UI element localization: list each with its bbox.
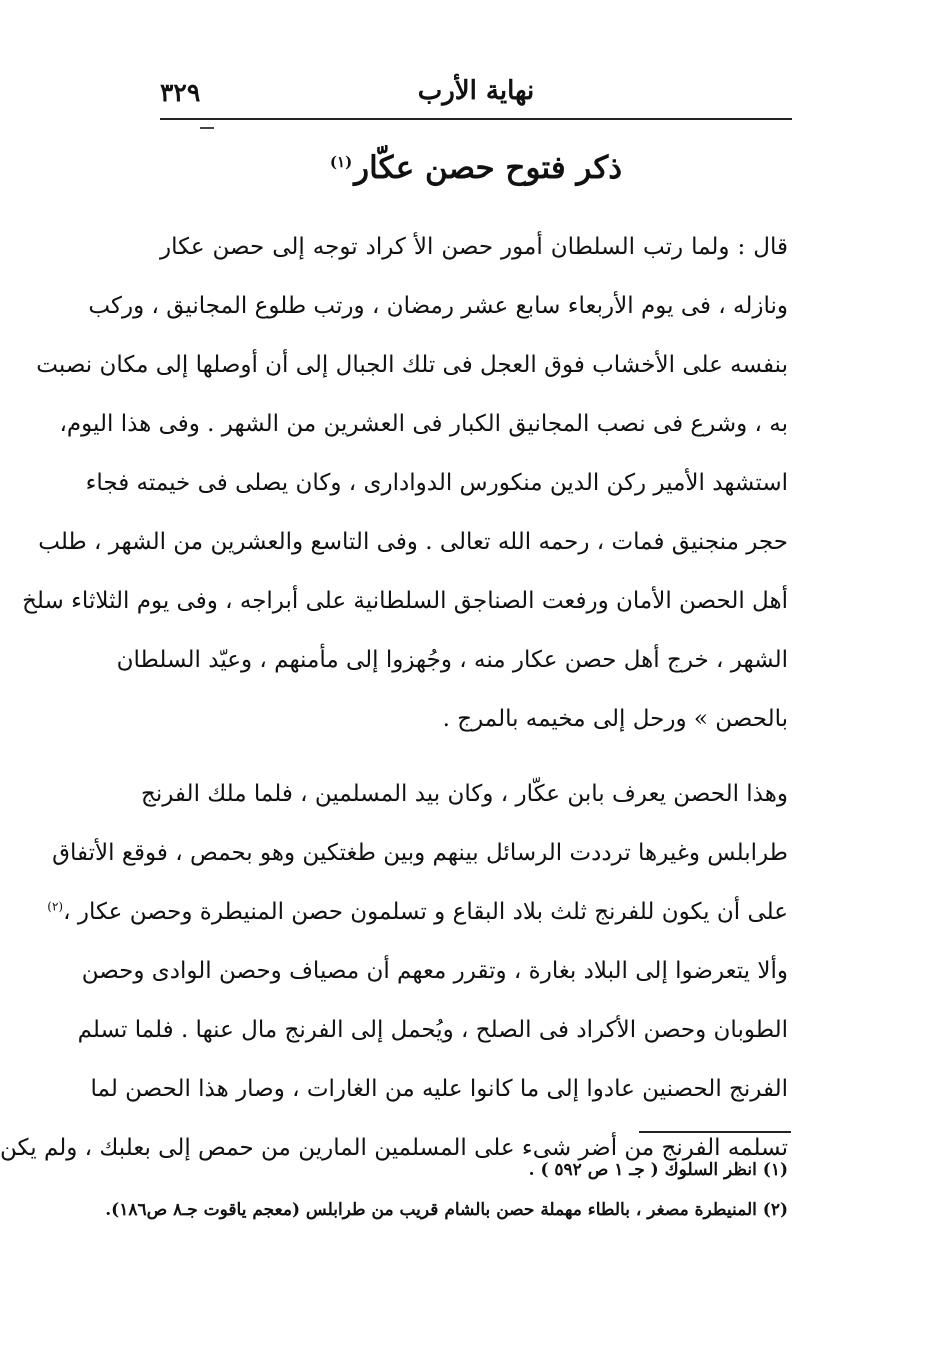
text-line: قال : ولما رتب السلطان أمور حصن الأ كراد توجه إلى حصن عكار (160, 234, 788, 260)
paragraph-gap (160, 749, 788, 765)
page-number: ٣٢٩ (160, 78, 201, 107)
footnotes (105, 1150, 788, 1230)
section-footnote-marker: (١) (329, 152, 353, 171)
paragraph (22, 218, 788, 749)
text-line: وألا يتعرضوا إلى البلاد بغارة ، وتقرر معهم أن مصياف وحصن الوادى وحصن (81, 958, 788, 984)
footnote: (٢) المنيطرة مصغر ، بالطاء مهملة حصن بالشام قريب من طرابلس (معجم ياقوت جـ٨ ص١٨٦). (105, 1200, 788, 1220)
section-title-text: ذكر فتوح حصن عكّار (354, 150, 623, 186)
page-header (160, 70, 792, 114)
text-line: حجر منجنيق فمات ، رحمه الله تعالى . وفى التاسع والعشرين من الشهر ، طلب (38, 529, 788, 555)
text-line: ونازله ، فى يوم الأربعاء سابع عشر رمضان ، ورتب طلوع المجانيق ، وركب (88, 293, 788, 319)
text-line: تسلمه الفرنج من أضر شىء على المسلمين المارين من حمص إلى بعلبك ، ولم يكن (0, 1135, 788, 1161)
text-line: بالحصن » ورحل إلى مخيمه بالمرج . (442, 706, 788, 732)
text-line-content: على أن يكون للفرنج ثلث بلاد البقاع و تسلمون حصن المنيطرة وحصن عكار ، (63, 899, 788, 925)
footnote-rule (639, 1131, 791, 1133)
section-title (160, 150, 792, 186)
running-title: نهاية الأرب (417, 76, 535, 106)
paragraph (0, 765, 788, 1178)
text-line: بنفسه على الأخشاب فوق العجل فى تلك الجبال إلى أن أوصلها إلى مكان نصبت (36, 352, 788, 378)
text-line: الشهر ، خرج أهل حصن عكار منه ، وجُهزوا إلى مأمنهم ، وعيّد السلطان (116, 647, 788, 673)
text-line: الفرنج الحصنين عادوا إلى ما كانوا عليه من الغارات ، وصار هذا الحصن لما (90, 1076, 788, 1102)
body-text (0, 218, 788, 1178)
header-rule-tick (200, 127, 214, 129)
header-rule (160, 118, 792, 120)
inline-footnote-marker: (٢) (47, 899, 64, 914)
text-line: استشهد الأمير ركن الدين منكورس الدوادارى ، وكان يصلى فى خيمته فجاء (85, 470, 788, 496)
text-line: به ، وشرع فى نصب المجانيق الكبار فى العشرين من الشهر . وفى هذا اليوم، (59, 411, 788, 437)
text-line: وهذا الحصن يعرف بابن عكّار ، وكان بيد المسلمين ، فلما ملك الفرنج (140, 781, 788, 807)
text-line: طرابلس وغيرها ترددت الرسائل بينهم وبين طغتكين وهو بحمص ، فوقع الأتفاق (52, 840, 788, 866)
text-line: الطوبان وحصن الأكراد فى الصلح ، ويُحمل إلى الفرنج مال عنها . فلما تسلم (77, 1017, 788, 1043)
text-line-with-footnote (47, 883, 788, 942)
footnote: (١) انظر السلوك ( جـ ١ ص ٥٩٢ ) . (528, 1160, 788, 1180)
text-line: أهل الحصن الأمان ورفعت الصناجق السلطانية على أبراجه ، وفى يوم الثلاثاء سلخ (22, 588, 788, 614)
